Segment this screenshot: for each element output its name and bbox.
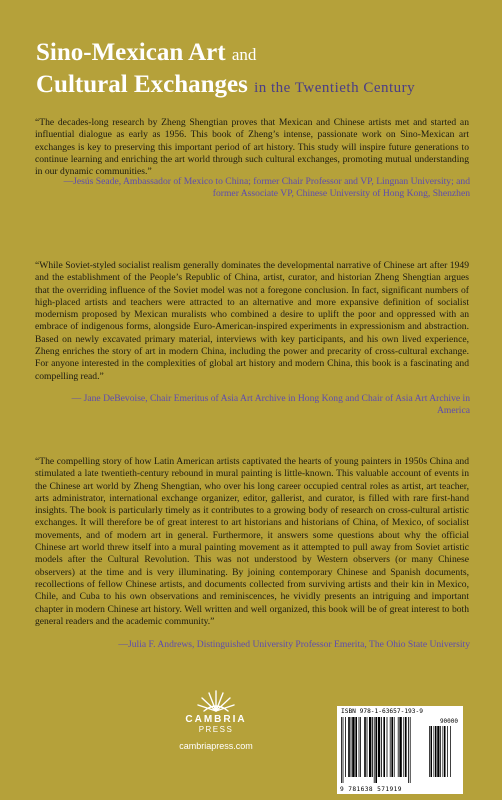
price-code: 90000 — [439, 718, 458, 725]
barcode-main-bars — [341, 717, 425, 783]
endorsement-quote-2: “While Soviet-styled socialist realism generally dominates the developmental narrative of Chinese art after 1949 and the establishment of the People’s Republic of China, artist, curator, and historian Zheng Shengtian argues that the overriding influence of the Soviet model was not a foregone conclusion. In fact, significant numbers of high-placed artists and teachers were attracted to an alternative and more expansive definition of socialist modernism proposed by Mexican muralists who combined a desire to uplift the poor and oppressed with an embrace of indigenous forms, alongside Euro-American-inspired experiments in expressionism and abstraction. Based on newly excavated primary material, interviews with key participants, and his own lived experience, Zheng enriches the story of art in modern China, including the power and precarity of cross-cultural exchange. For anyone interested in the complexities of global art history and modern China, this book is a fascinating and compelling read.” — [35, 260, 469, 382]
publisher-sub: PRESS — [198, 725, 234, 734]
publisher-logo — [156, 690, 276, 752]
title-main-1: Sino-Mexican Art — [36, 39, 226, 66]
book-title — [36, 38, 486, 103]
title-main-2: Cultural Exchanges — [36, 71, 248, 98]
endorsement-attribution-3: —Julia F. Andrews, Distinguished University Professor Emerita, The Ohio State University — [118, 639, 470, 650]
cambria-sunburst-logo-icon — [194, 690, 238, 712]
endorsement-quote-1: “The decades-long research by Zheng Shengtian proves that Mexican and Chinese artists met and started an influential dialogue as early as 1956. This book of Zheng’s intense, passionate work on Sino-Mexican art exchanges is key to preserving this important period of art history. This study will inspire future generations to continue learning and enriching the art world through such cultural exchanges, promoting mutual understanding in our dynamic communities.” — [35, 117, 469, 178]
endorsement-quote-3: “The compelling story of how Latin American artists captivated the hearts of young painters in 1950s China and stimulated a late twentieth-century rebound in mural painting is little-known. This valuable account of events in the Chinese art world by Zheng Shengtian, who over his long career occupied central roles as artist, art teacher, arts administrator, international exchange organizer, editor, gallerist, and curator, is filled with rare first-hand insights. The book is particularly timely as it contributes to a growing body of research on cross-cultural artistic exchanges. It will therefore be of great interest to art historians and historians of China, of Mexico, of socialist movements, and of modern art in general. Furthermore, it answers some questions about why the official Chinese art world threw itself into a mural painting movement as it attempted to pull away from Soviet artistic models after the Cultural Revolution. This was not understood by Western observers (or many Chinese observers) at the time and is very illuminating. By joining contemporary Chinese and Spanish documents, recollections of fellow Chinese artists, and documents collected from surviving artists and their kin in Mexico, Chile, and Cuba to his own observations and reminiscences, he vividly presents an intriguing and important chapter in modern Chinese art history. Well written and well organized, this book will be of great interest to both general readers and the academic community.” — [35, 456, 469, 627]
endorsement-attribution-2: — Jane DeBevoise, Chair Emeritus of Asia Art Archive in Hong Kong and Chair of Asia Art Archive in America — [71, 393, 470, 417]
publisher-url: cambriapress.com — [179, 741, 253, 751]
title-line-1 — [36, 38, 486, 70]
title-suffix-1: and — [231, 45, 257, 64]
title-line-2 — [36, 70, 486, 103]
barcode-addon-bars — [429, 726, 459, 783]
barcode-digits: 9 781638 571919 — [340, 786, 402, 793]
endorsement-attribution-1: —Jesús Seade, Ambassador of Mexico to China; former Chair Professor and VP, Lingnan University; and former Associate VP, Chinese University of Hong Kong, Shenzhen — [63, 176, 470, 200]
isbn-barcode — [337, 706, 463, 794]
isbn-number: ISBN 978-1-63657-193-9 — [341, 708, 423, 715]
title-suffix-2: in the Twentieth Century — [254, 80, 416, 96]
publisher-name: CAMBRIA — [185, 714, 247, 725]
